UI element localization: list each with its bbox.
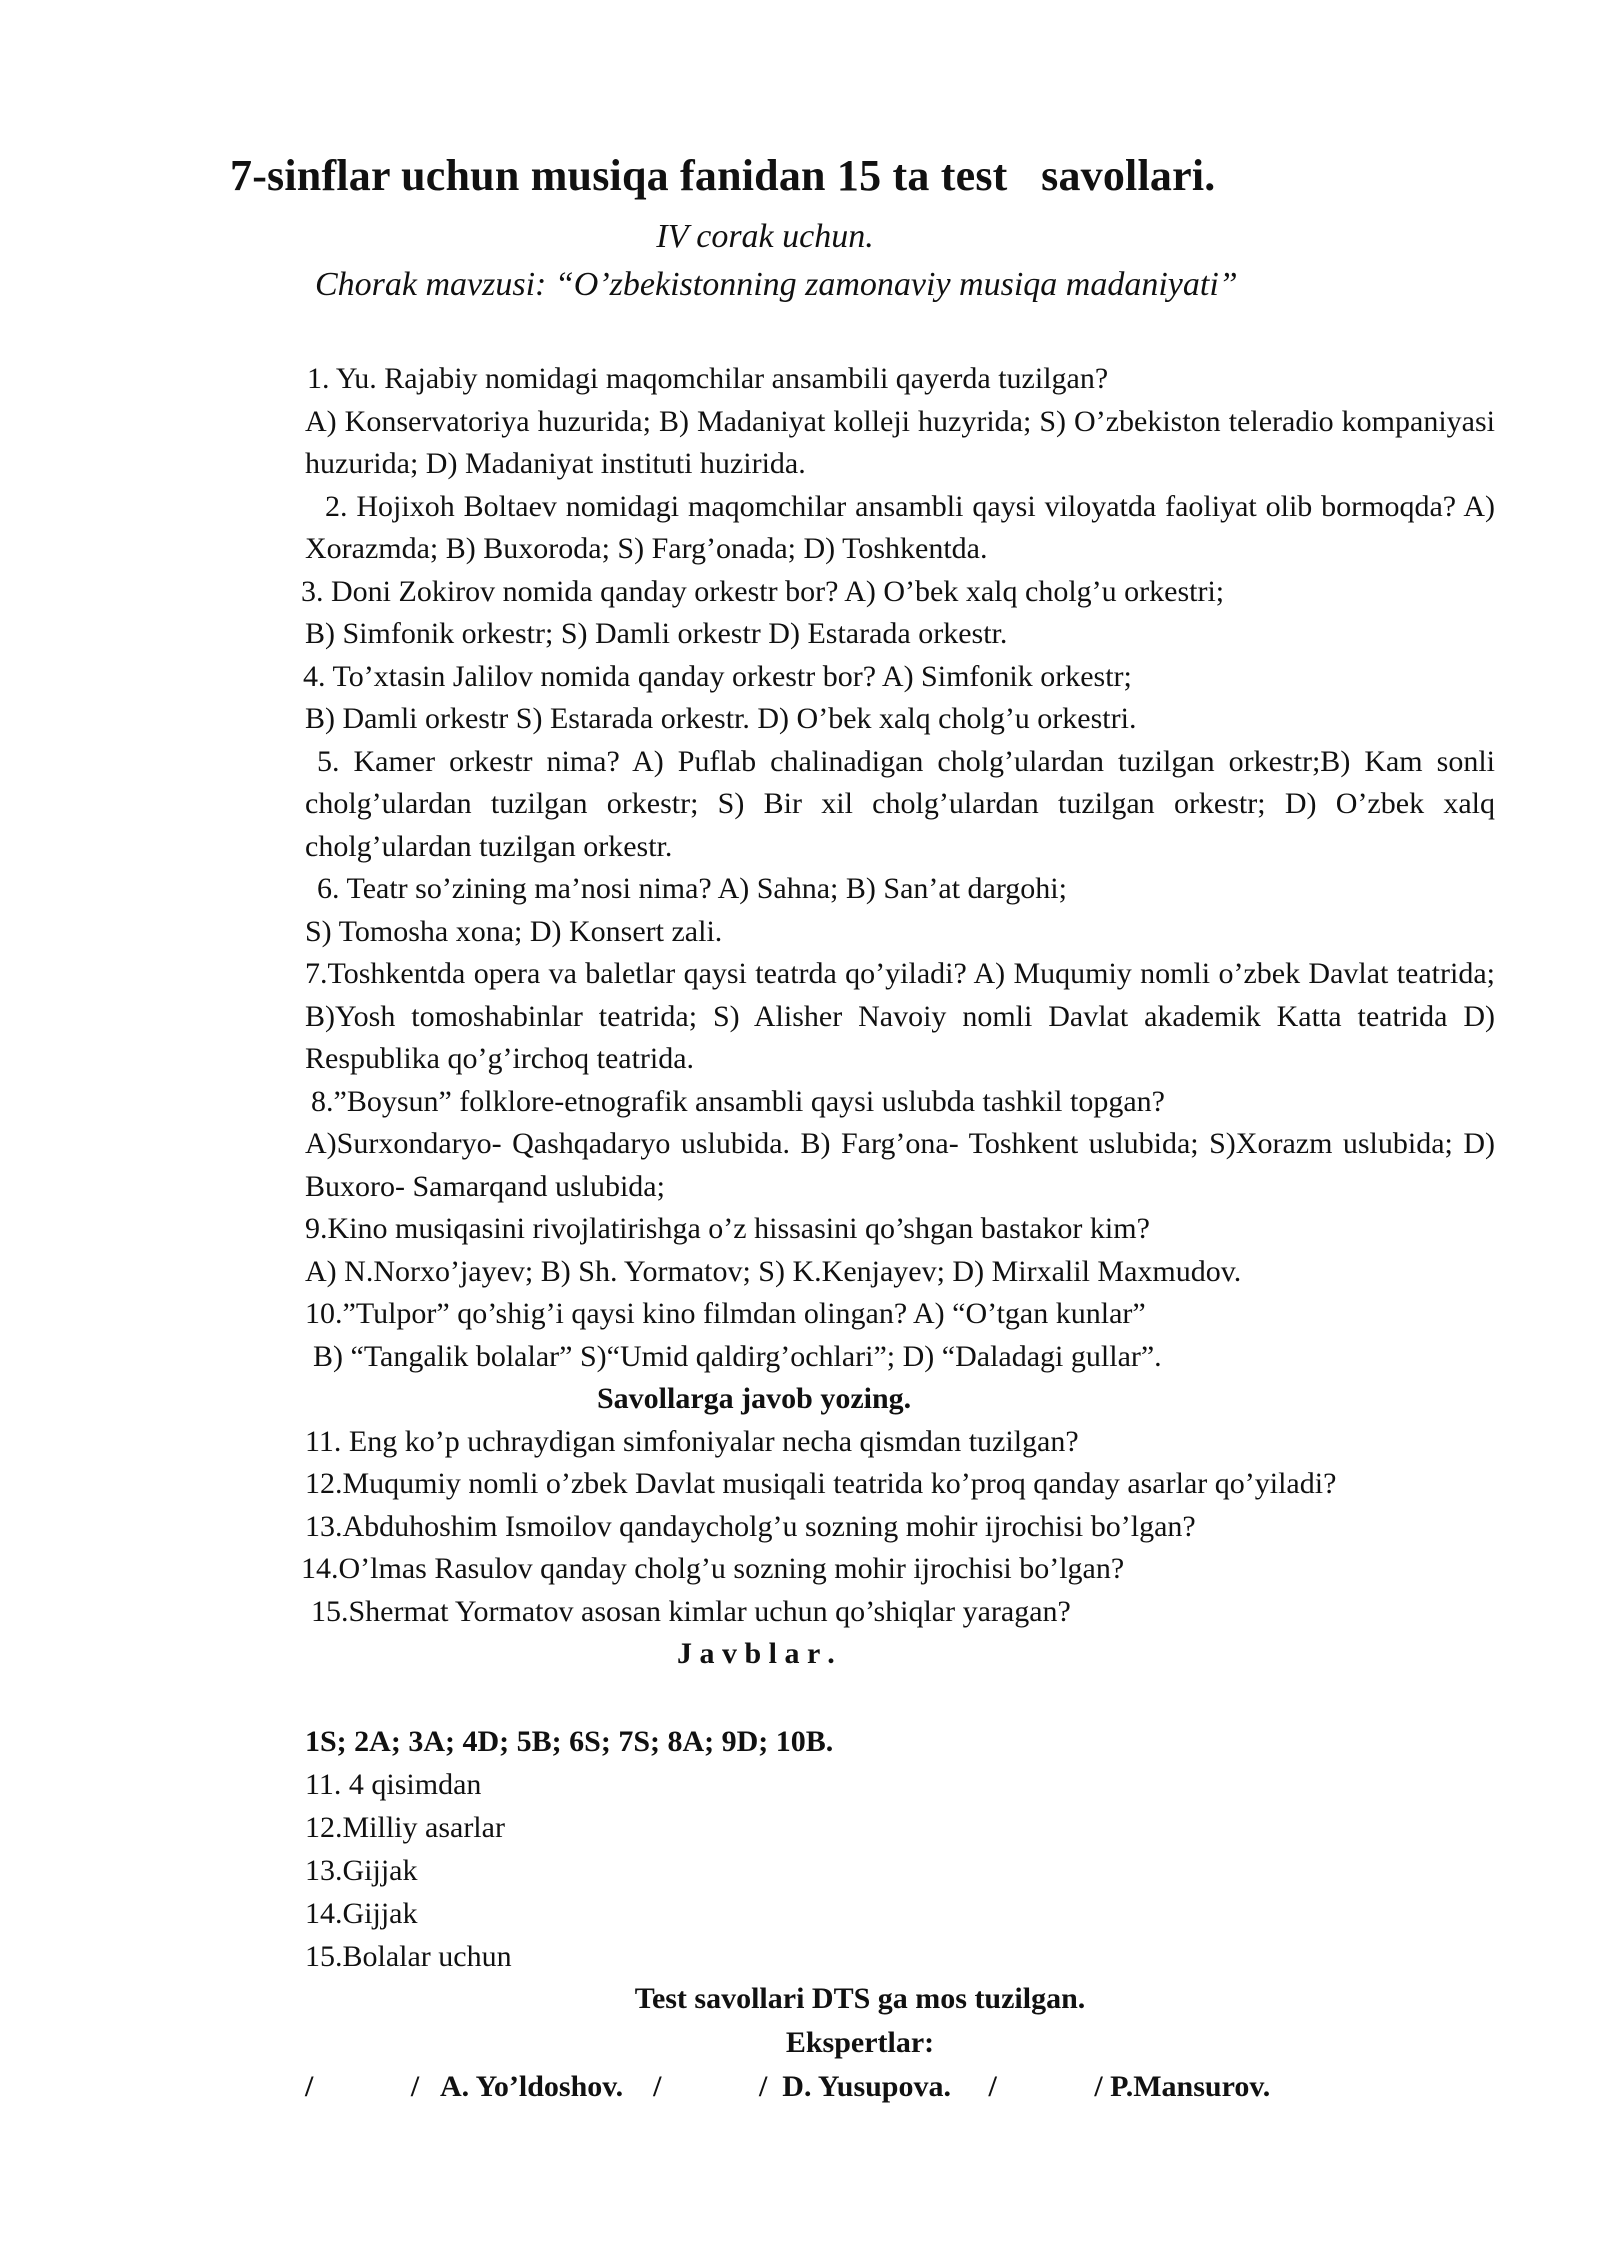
question-4: 4. To’xtasin Jalilov nomida qanday orkestr bor? A) Simfonik orkestr;	[303, 659, 1132, 693]
question-6: 6. Teatr so’zining ma’nosi nima? A) Sahna; B) San’at dargohi;	[317, 872, 1067, 905]
question-4-options: B) Damli orkestr S) Estarada orkestr. D) O’bek xalq cholg’u orkestri.	[305, 702, 1137, 735]
answer-14: 14.Gijjak	[305, 1897, 418, 1930]
answer-13: 13.Gijjak	[305, 1854, 418, 1887]
answers-title: J a v b l a r .	[677, 1637, 835, 1670]
dts-note: Test savollari DTS ga mos tuzilgan.	[634, 1982, 1086, 2015]
question-15: 15.Shermat Yormatov asosan kimlar uchun qo’shiqlar yaragan?	[311, 1594, 1071, 1628]
answer-11: 11. 4 qisimdan	[305, 1768, 482, 1801]
answers-key: 1S; 2A; 3A; 4D; 5B; 6S; 7S; 8A; 9D; 10B.	[305, 1725, 834, 1758]
question-10-options: B) “Tangalik bolalar” S)“Umid qaldirg’ochlari”; D) “Daladagi gullar”.	[313, 1339, 1162, 1373]
expert-signatures: / / A. Yo’ldoshov. / / D. Yusupova. / / P.Mansurov.	[305, 2070, 1271, 2103]
question-3: 3. Doni Zokirov nomida qanday orkestr bor? A) O’bek xalq cholg’u orkestri;	[301, 574, 1225, 608]
open-section-title: Savollarga javob yozing.	[597, 1382, 912, 1415]
answers-block	[305, 1720, 833, 1978]
answer-12: 12.Milliy asarlar	[305, 1811, 505, 1844]
questions-body	[301, 358, 1495, 1676]
experts-label: Ekspertlar:	[785, 2026, 935, 2059]
question-13: 13.Abduhoshim Ismoilov qandaycholg’u sozning mohir ijrochisi bo’lgan?	[305, 1509, 1196, 1543]
question-2: 2. Hojixoh Boltaev nomidagi maqomchilar ansambli qaysi viloyatda faoliyat olib bormoqda? A) Xorazmda; B) Buxoroda; S) Farg’onada; D) Toshkentda.	[305, 489, 1495, 565]
question-9: 9.Kino musiqasini rivojlatirishga o’z hissasini qo’shgan bastakor kim?	[305, 1212, 1150, 1245]
question-6-options: S) Tomosha xona; D) Konsert zali.	[305, 914, 723, 948]
question-3-options: B) Simfonik orkestr; S) Damli orkestr D) Estarada orkestr.	[305, 617, 1008, 650]
question-1-options: A) Konservatoriya huzurida; B) Madaniyat kolleji huzyrida; S) O’zbekiston teleradio kompaniyasi huzurida; D) Madaniyat instituti huzirida.	[305, 404, 1495, 480]
question-8-options: A)Surxondaryo- Qashqadaryo uslubida. B) Farg’ona- Toshkent uslubida; S)Xorazm uslubida; D) Buxoro- Samarqand uslubida;	[305, 1127, 1495, 1203]
question-12: 12.Muqumiy nomli o’zbek Davlat musiqali teatrida ko’proq qanday asarlar qo’yiladi?	[305, 1467, 1337, 1500]
quarter-subtitle: IV corak uchun.	[656, 218, 874, 255]
question-8: 8.”Boysun” folklore-etnografik ansambli qaysi uslubda tashkil topgan?	[311, 1084, 1165, 1118]
topic-subtitle: Chorak mavzusi: “O’zbekistonning zamonaviy musiqa madaniyati”	[315, 266, 1238, 303]
question-10: 10.”Tulpor” qo’shig’i qaysi kino filmdan olingan? A) “O’tgan kunlar”	[305, 1297, 1146, 1330]
question-11: 11. Eng ko’p uchraydigan simfoniyalar necha qismdan tuzilgan?	[305, 1424, 1079, 1458]
question-9-options: A) N.Norxo’jayev; B) Sh. Yormatov; S) K.Kenjayev; D) Mirxalil Maxmudov.	[305, 1254, 1242, 1288]
question-1: 1. Yu. Rajabiy nomidagi maqomchilar ansambili qayerda tuzilgan?	[307, 362, 1109, 395]
question-14: 14.O’lmas Rasulov qanday cholg’u sozning mohir ijrochisi bo’lgan?	[301, 1552, 1125, 1585]
question-7: 7.Toshkentda opera va baletlar qaysi teatrda qo’yiladi? A) Muqumiy nomli o’zbek Davlat teatrida; B)Yosh tomoshabinlar teatrida; S) Alisher Navoiy nomli Davlat akademik Katta teatrida D) Respublika qo’g’irchoq teatrida.	[305, 957, 1495, 1075]
document-title: 7-sinflar uchun musiqa fanidan 15 ta test savollari.	[230, 151, 1216, 200]
answer-15: 15.Bolalar uchun	[305, 1940, 512, 1973]
question-5: 5. Kamer orkestr nima? A) Puflab chalinadigan cholg’ulardan tuzilgan orkestr;B) Kam sonli cholg’ulardan tuzilgan orkestr; S) Bir xil cholg’ulardan tuzilgan orkestr; D) O’zbek xalq cholg’ulardan tuzilgan orkestr.	[305, 744, 1495, 863]
